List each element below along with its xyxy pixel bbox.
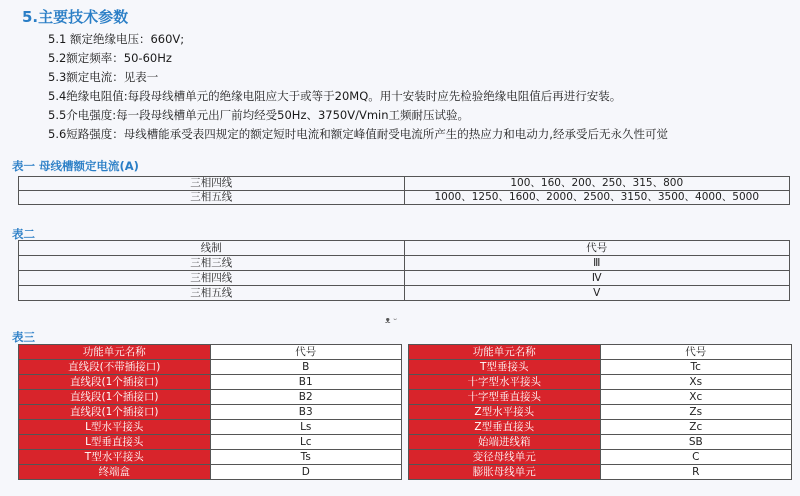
table-cell: 直线段(1个插接口) xyxy=(19,375,211,390)
table-cell: 始端进线箱 xyxy=(409,435,601,450)
table-row xyxy=(409,390,792,405)
table-row xyxy=(19,465,402,480)
table-header-cell: 功能单元名称 xyxy=(409,345,601,360)
spec-item: 5.5介电强度:每一段母线槽单元出厂前均经受50Hz、3750V/Vmin工频耐压试验。 xyxy=(48,108,470,122)
table-header-row xyxy=(19,345,402,360)
table-row xyxy=(409,450,792,465)
stray-marks: ᴥ ᵕ xyxy=(385,316,398,326)
table-cell: Xc xyxy=(600,390,792,405)
table-cell: 三相三线 xyxy=(19,256,405,271)
table-cell: T型垂接头 xyxy=(409,360,601,375)
spec-item: 5.6短路强度：母线槽能承受表四规定的额定短时电流和额定峰值耐受电流所产生的热应力和电动力,经承受后无永久性可觉 xyxy=(48,127,668,141)
table-row xyxy=(409,465,792,480)
table-row xyxy=(19,286,790,301)
table-cell: C xyxy=(600,450,792,465)
table-header-cell: 代号 xyxy=(600,345,792,360)
table-cell: SB xyxy=(600,435,792,450)
table-cell: B xyxy=(210,360,402,375)
table-row xyxy=(409,420,792,435)
table-cell: 三相四线 xyxy=(19,271,405,286)
table-cell: Ⅴ xyxy=(404,286,790,301)
spec-item: 5.3额定电流：见表一 xyxy=(48,70,159,84)
table-cell: 膨胀母线单元 xyxy=(409,465,601,480)
spec-item: 5.4绝缘电阻值:每段母线槽单元的绝缘电阻应大于或等于20MQ。用十安装时应先检验绝缘电阻值后再进行安装。 xyxy=(48,89,622,103)
table2-caption: 表二 xyxy=(12,227,35,241)
table-row xyxy=(19,390,402,405)
table-cell: D xyxy=(210,465,402,480)
table-cell: Ls xyxy=(210,420,402,435)
table-cell: 直线段(1个插接口) xyxy=(19,390,211,405)
table-cell: Tc xyxy=(600,360,792,375)
table-cell: B3 xyxy=(210,405,402,420)
table-cell: 三相五线 xyxy=(19,191,405,205)
table-header-cell: 功能单元名称 xyxy=(19,345,211,360)
function-unit-table-left xyxy=(18,344,402,480)
table-cell: 三相四线 xyxy=(19,177,405,191)
table-row xyxy=(19,435,402,450)
table1-caption: 表一 母线槽额定电流(A) xyxy=(12,159,139,173)
table-row xyxy=(409,405,792,420)
table-row xyxy=(19,420,402,435)
table-cell: 直线段(不带插接口) xyxy=(19,360,211,375)
table-row xyxy=(19,177,790,191)
function-unit-table-right xyxy=(408,344,792,480)
table-header-row xyxy=(19,241,790,256)
table-cell: T型水平接头 xyxy=(19,450,211,465)
table-cell: Ⅳ xyxy=(404,271,790,286)
table-cell: Lc xyxy=(210,435,402,450)
table-cell: Xs xyxy=(600,375,792,390)
table-row xyxy=(19,360,402,375)
table-cell: R xyxy=(600,465,792,480)
table-row xyxy=(19,191,790,205)
table-row xyxy=(409,360,792,375)
table-cell: 终端盒 xyxy=(19,465,211,480)
table-row xyxy=(19,271,790,286)
table-cell: L型水平接头 xyxy=(19,420,211,435)
table-cell: B1 xyxy=(210,375,402,390)
table-cell: B2 xyxy=(210,390,402,405)
table-cell: Zc xyxy=(600,420,792,435)
table-cell: Ⅲ xyxy=(404,256,790,271)
table-cell: 变径母线单元 xyxy=(409,450,601,465)
section-title: 5.主要技术参数 xyxy=(22,8,129,26)
table-cell: L型垂直接头 xyxy=(19,435,211,450)
table-header-row xyxy=(409,345,792,360)
table-row xyxy=(19,405,402,420)
table-header-cell: 代号 xyxy=(210,345,402,360)
table-row xyxy=(19,256,790,271)
table-cell: 十字型垂直接头 xyxy=(409,390,601,405)
rated-current-table xyxy=(18,176,790,205)
table-cell: Ts xyxy=(210,450,402,465)
table3-caption: 表三 xyxy=(12,330,35,344)
table-cell: Z型垂直接头 xyxy=(409,420,601,435)
table-cell: 三相五线 xyxy=(19,286,405,301)
table-header-cell: 线制 xyxy=(19,241,405,256)
spec-list xyxy=(48,30,798,144)
spec-item: 5.2额定频率：50-60Hz xyxy=(48,51,172,65)
table-cell: 十字型水平接头 xyxy=(409,375,601,390)
table-cell: Zs xyxy=(600,405,792,420)
table-cell: 100、160、200、250、315、800 xyxy=(404,177,790,191)
table-cell: Z型水平接头 xyxy=(409,405,601,420)
table-row xyxy=(409,375,792,390)
table-row xyxy=(19,450,402,465)
table-cell: 1000、1250、1600、2000、2500、3150、3500、4000、5000 xyxy=(404,191,790,205)
table-row xyxy=(19,375,402,390)
table-header-cell: 代号 xyxy=(404,241,790,256)
table-cell: 直线段(1个插接口) xyxy=(19,405,211,420)
wiring-code-table xyxy=(18,240,790,301)
table-row xyxy=(409,435,792,450)
spec-item: 5.1 额定绝缘电压：660V; xyxy=(48,32,185,46)
